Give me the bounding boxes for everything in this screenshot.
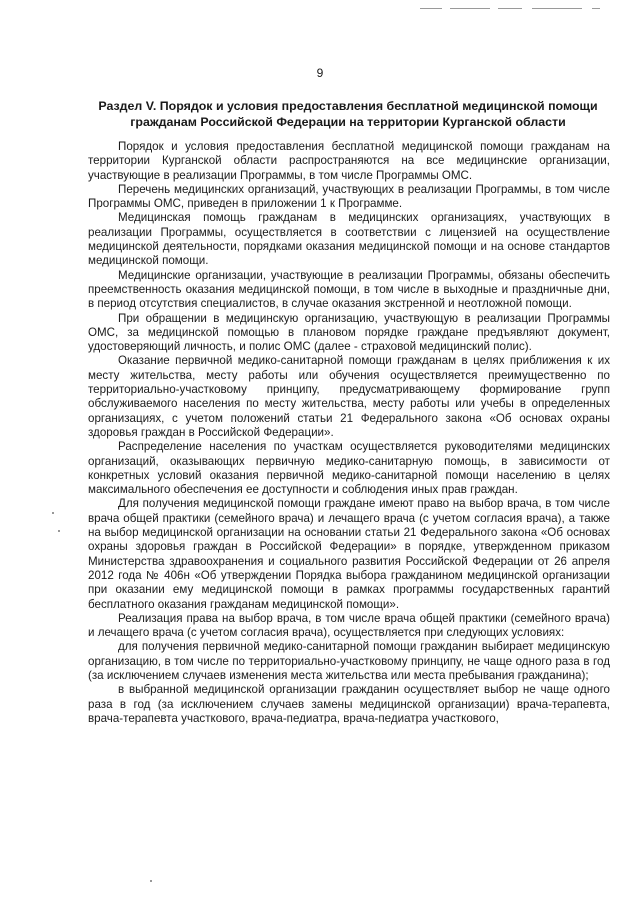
page-number: 9	[316, 66, 324, 80]
paragraph: Медицинская помощь гражданам в медицинских организациях, участвующих в реализации Программы, осуществляется в соответствии с лицензией на осуществление медицинской деятельности, порядками оказания медицинской помощи и на основе стандартов медицинской помощи.	[88, 211, 610, 268]
scan-speck	[150, 880, 152, 882]
paragraph: Порядок и условия предоставления бесплатной медицинской помощи гражданам на территории Курганской области распространяются на все медицинские организации, участвующие в реализации Программы, в том числе Программы ОМС.	[88, 140, 610, 182]
paragraph: Распределение населения по участкам осуществляется руководителями медицинских организаций, оказывающих первичную медико-санитарную помощь, в зависимости от конкретных условий оказания первичной медико-санитарной помощи населению в целях максимального обеспечения ее доступности и соблюдения иных прав граждан.	[88, 440, 610, 497]
paragraph: Медицинские организации, участвующие в реализации Программы, обязаны обеспечить преемственность оказания медицинской помощи, в том числе в выходные и праздничные дни, в период отсутствия специалистов, в случае оказания экстренной и неотложной помощи.	[88, 268, 610, 311]
paragraph: в выбранной медицинской организации гражданин осуществляет выбор не чаще одного раза в год (за исключением случаев замены медицинской организации) врача-терапевта, врача-терапевта участкового, врача-педиатра, врача-педиатра участкового,	[88, 683, 610, 725]
paragraph: При обращении в медицинскую организацию, участвующую в реализации Программы ОМС, за медицинской помощью в плановом порядке граждане предъявляют документ, удостоверяющий личность, и полис ОМС (далее - страховой медицинский полис).	[88, 311, 610, 354]
document-body	[88, 140, 610, 726]
section-title: Раздел V. Порядок и условия предоставления бесплатной медицинской помощи гражданам Российской Федерации на территории Курганской области	[98, 99, 598, 129]
paragraph: Реализация права на выбор врача, в том числе врача общей практики (семейного врача) и лечащего врача (с учетом согласия врача), осуществляется при следующих условиях:	[88, 611, 610, 640]
paragraph: Перечень медицинских организаций, участвующих в реализации Программы, в том числе Программы ОМС, приведен в приложении 1 к Программе.	[88, 182, 610, 211]
paragraph: для получения первичной медико-санитарной помощи гражданин выбирает медицинскую организацию, в том числе по территориально-участковому принципу, не чаще одного раза в год (за исключением случаев изменения места жительства или места пребывания гражданина);	[88, 640, 610, 682]
scan-artifact	[420, 8, 610, 10]
scan-speck	[58, 530, 60, 532]
scan-speck	[52, 512, 54, 514]
paragraph: Для получения медицинской помощи граждане имеют право на выбор врача, в том числе врача общей практики (семейного врача) и лечащего врача (с учетом согласия врача), а также на выбор медицинской организации на основании статьи 21 Федерального закона «Об основах охраны здоровья граждан в Российской Федерации» в порядке, утвержденном приказом Министерства здравоохранения и социального развития Российской Федерации от 26 апреля 2012 года № 406н «Об утверждении Порядка выбора гражданином медицинской организации при оказании ему медицинской помощи в рамках программы государственных гарантий бесплатного оказания гражданам медицинской помощи».	[88, 497, 610, 611]
paragraph: Оказание первичной медико-санитарной помощи гражданам в целях приближения к их месту жительства, месту работы или обучения осуществляется преимущественно по территориально-участковому принципу, предусматривающему формирование групп обслуживаемого населения по месту жительства, месту работы или учебы в определенных организациях, с учетом положений статьи 21 Федерального закона «Об основах охраны здоровья граждан в Российской Федерации».	[88, 354, 610, 439]
